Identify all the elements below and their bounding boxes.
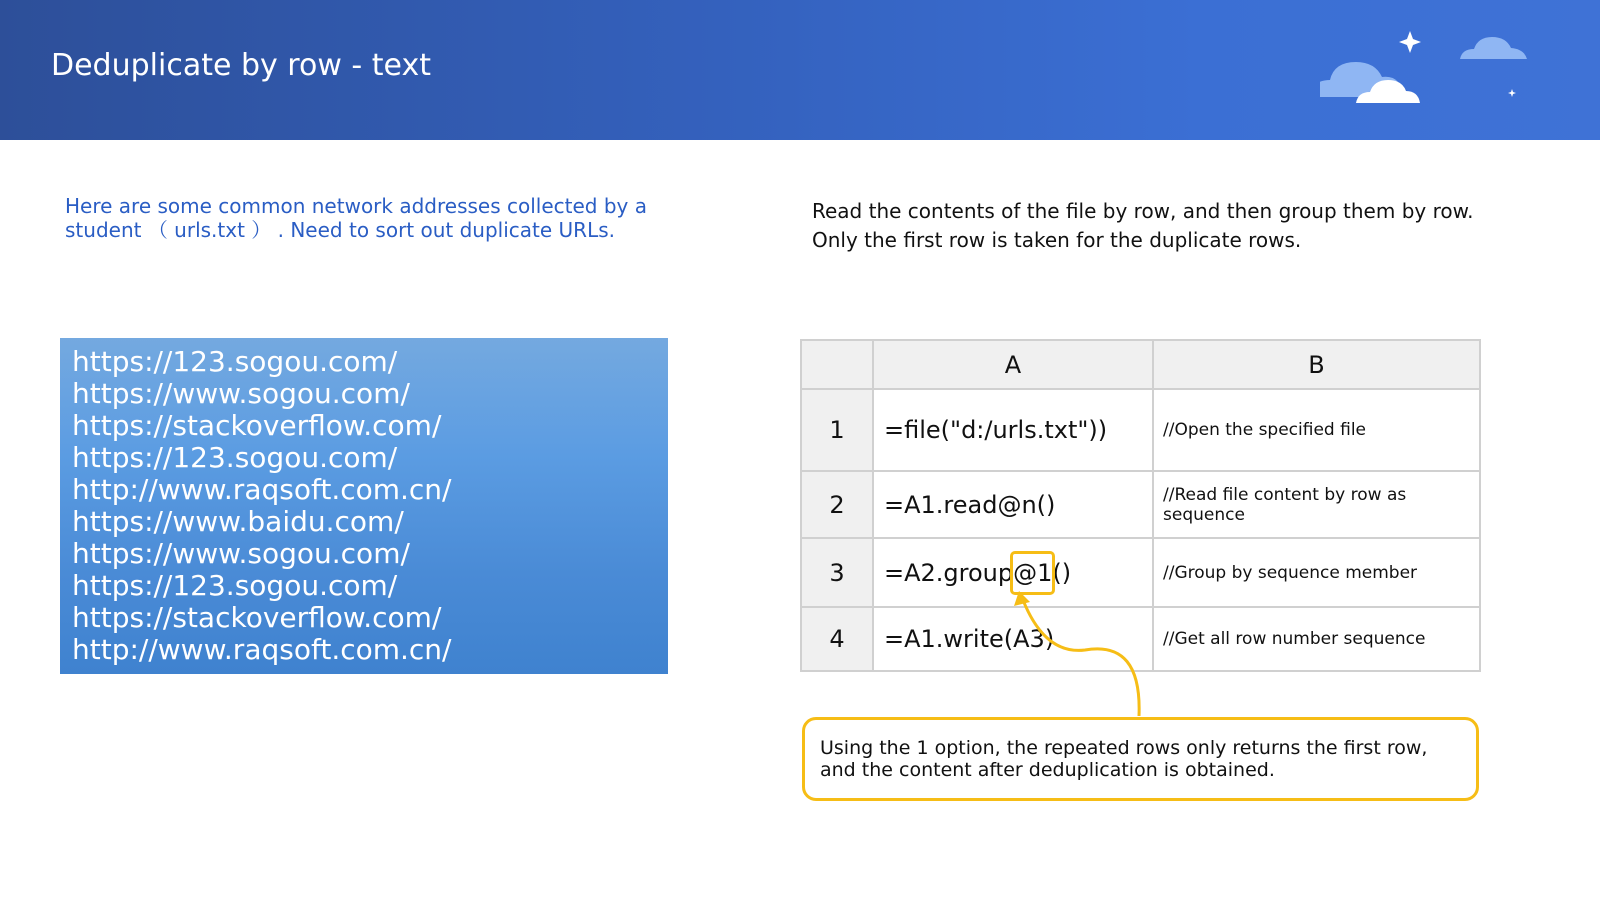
url-line: http://www.raqsoft.com.cn/ — [72, 633, 452, 666]
spl-code-grid — [800, 339, 1481, 672]
row-number[interactable]: 3 — [801, 538, 873, 607]
grid-row — [801, 607, 1480, 671]
grid-row — [801, 389, 1480, 471]
grid-corner-cell[interactable] — [801, 340, 873, 389]
code-cell[interactable]: =A1.read@n() — [873, 471, 1153, 538]
grid-row — [801, 471, 1480, 538]
star-small-icon — [1508, 89, 1516, 97]
intro-right-text — [812, 197, 1512, 255]
url-line: https://123.sogou.com/ — [72, 441, 398, 474]
url-line: https://www.sogou.com/ — [72, 537, 410, 570]
option-highlight: @1 — [1013, 558, 1053, 587]
url-line: https://stackoverflow.com/ — [72, 601, 442, 634]
url-line: https://www.sogou.com/ — [72, 377, 410, 410]
url-line: https://123.sogou.com/ — [72, 569, 398, 602]
intro-right-line: Read the contents of the file by row, and then group them by row. — [812, 199, 1474, 223]
code-prefix: =A2.group — [884, 558, 1014, 587]
row-number[interactable]: 4 — [801, 607, 873, 671]
comment-cell[interactable]: //Get all row number sequence — [1153, 607, 1480, 671]
url-line: https://www.baidu.com/ — [72, 505, 404, 538]
intro-right-line: Only the first row is taken for the duplicate rows. — [812, 228, 1302, 252]
comment-cell[interactable]: //Open the specified file — [1153, 389, 1480, 471]
cloud-small-icon — [1460, 37, 1527, 59]
url-list-box — [60, 338, 668, 674]
url-line: https://123.sogou.com/ — [72, 345, 398, 378]
comment-cell[interactable]: //Group by sequence member — [1153, 538, 1480, 607]
row-number[interactable]: 2 — [801, 471, 873, 538]
column-header-a[interactable]: A — [873, 340, 1153, 389]
code-cell[interactable]: =A1.write(A3) — [873, 607, 1153, 671]
page-title: Deduplicate by row - text — [51, 48, 431, 83]
clouds-stars-decoration — [1320, 25, 1580, 110]
column-header-b[interactable]: B — [1153, 340, 1480, 389]
header-banner — [0, 0, 1600, 140]
url-line: https://stackoverflow.com/ — [72, 409, 442, 442]
code-cell[interactable] — [873, 538, 1153, 607]
callout-box: Using the 1 option, the repeated rows only returns the first row, and the content after deduplication is obtained. — [802, 717, 1479, 801]
grid-row — [801, 538, 1480, 607]
comment-cell[interactable]: //Read file content by row as sequence — [1153, 471, 1480, 538]
star-large-icon — [1399, 31, 1421, 53]
code-cell[interactable]: =file("d:/urls.txt")) — [873, 389, 1153, 471]
intro-left-text: Here are some common network addresses collected by a student （ urls.txt ） . Need to sort out duplicate URLs. — [65, 194, 647, 242]
url-line: http://www.raqsoft.com.cn/ — [72, 473, 452, 506]
row-number[interactable]: 1 — [801, 389, 873, 471]
code-suffix: () — [1052, 558, 1072, 587]
